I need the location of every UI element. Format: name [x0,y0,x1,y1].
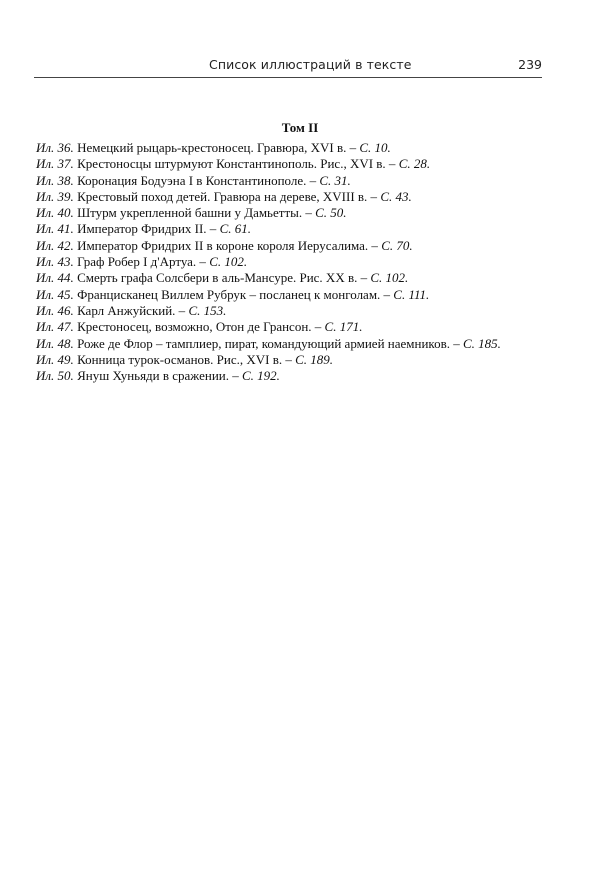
illustration-caption: Смерть графа Солсбери в аль-Мансуре. Рис. XX в. – [73,270,371,286]
list-item [36,368,556,384]
illustration-caption: Коронация Бодуэна I в Константинополе. – [73,172,320,188]
illustration-number: Ил. 43. [36,254,74,270]
illustration-caption: Конница турок-османов. Рис., XVI в. – [73,351,296,367]
illustration-caption: Штурм укрепленной башни у Дамьетты. – [73,205,316,221]
illustration-number: Ил. 50. [36,368,74,384]
list-item [36,156,556,172]
list-item [36,319,556,335]
list-item [36,254,556,270]
illustration-number: Ил. 39. [36,188,74,204]
list-item [36,303,556,319]
illustration-caption: Император Фридрих II. – [73,221,220,237]
list-item [36,336,556,352]
illustration-caption: Карл Анжуйский. – [73,302,189,318]
illustration-caption: Францисканец Виллем Рубрук – посланец к монголам. – [73,286,394,302]
list-item [36,238,556,254]
page-reference: С. 102. [370,270,409,286]
page-reference: С. 70. [381,237,413,253]
page-reference: С. 61. [219,221,251,237]
illustration-caption: Януш Хуньяди в сражении. – [73,368,243,384]
illustration-number: Ил. 40. [36,205,74,221]
list-item [36,189,556,205]
page-reference: С. 171. [324,319,363,335]
list-item [36,287,556,303]
volume-heading: Том II [281,120,319,135]
list-item [36,173,556,189]
illustration-caption: Крестоносцы штурмуют Константинополь. Рис., XVI в. – [73,156,399,172]
page-reference: С. 43. [380,188,412,204]
list-item [36,140,556,156]
list-item [36,352,556,368]
illustration-number: Ил. 37. [36,156,74,172]
illustration-number: Ил. 36. [36,140,74,155]
illustration-caption: Роже де Флор – тамплиер, пират, командующий армией наемников. – [73,335,463,351]
page-reference: С. 153. [188,302,227,318]
page-reference: С. 10. [359,140,391,155]
illustration-number: Ил. 47. [36,319,74,335]
header-rule [34,77,542,78]
illustration-caption: Граф Робер I д'Артуа. – [73,254,210,270]
illustration-list [36,140,556,384]
illustration-number: Ил. 41. [36,221,74,237]
illustration-number: Ил. 44. [36,270,74,286]
illustration-number: Ил. 45. [36,286,74,302]
illustration-caption: Император Фридрих II в короне короля Иерусалима. – [73,237,382,253]
page-number: 239 [518,57,542,72]
illustration-number: Ил. 49. [36,351,74,367]
illustration-number: Ил. 48. [36,335,74,351]
running-title: Список иллюстраций в тексте [209,57,412,72]
page-reference: С. 28. [398,156,431,172]
page-reference: С. 192. [242,368,280,384]
illustration-number: Ил. 42. [36,237,74,253]
illustration-caption: Крестовый поход детей. Гравюра на дереве, XVIII в. – [73,188,381,204]
running-header [34,54,542,76]
page-reference: С. 185. [462,335,501,351]
list-item [36,221,556,237]
list-item [36,270,556,286]
page-reference: С. 111. [393,286,430,302]
illustration-number: Ил. 46. [36,302,74,318]
illustration-number: Ил. 38. [36,172,74,188]
page-reference: С. 50. [315,205,347,221]
illustration-caption: Крестоносец, возможно, Отон де Грансон. – [73,319,325,335]
page-reference: С. 189. [295,351,334,367]
illustration-caption: Немецкий рыцарь-крестоносец. Гравюра, XVI в. – [73,140,360,155]
page-reference: С. 31. [319,172,351,188]
page-reference: С. 102. [209,254,248,270]
list-item [36,205,556,221]
